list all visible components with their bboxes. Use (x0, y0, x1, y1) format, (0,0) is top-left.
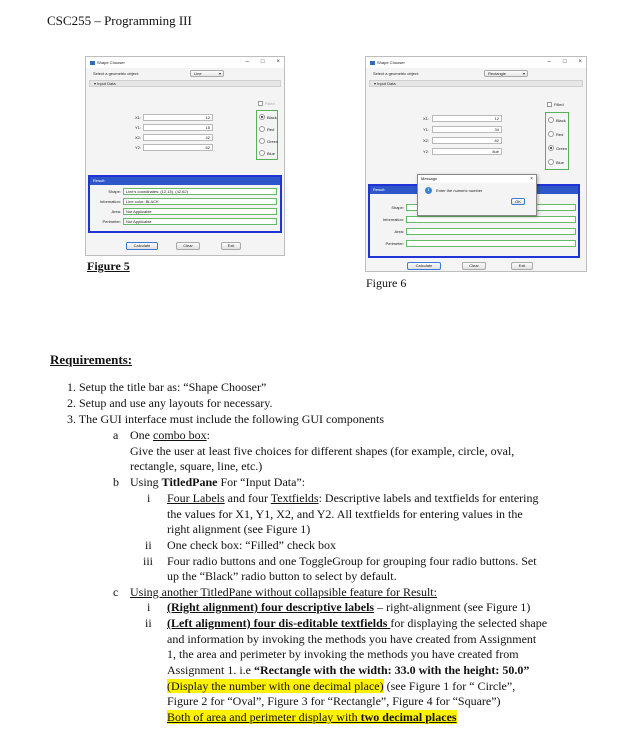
dialog-title-bar (418, 175, 536, 183)
figure5-radio-black[interactable] (259, 114, 277, 120)
item-cii-line-6: Figure 2 for “Oval”, Figure 3 for “Rectangle”, Figure 4 for “Square”) (167, 694, 501, 708)
requirement-1: 1. Setup the title bar as: “Shape Chooser” (67, 380, 267, 394)
figure6-window-title: Shape Chooser (377, 60, 405, 65)
figure5-shape-combo[interactable] (190, 70, 224, 77)
figure5-information-field: Line color: BLACK (123, 198, 277, 205)
figure5-radio-blue-label: Blue (267, 150, 276, 156)
item-cii-line-7-pre: Both of area and perimeter display with (167, 710, 361, 724)
figure6-input-pane-header[interactable] (369, 80, 583, 87)
figure5-exit-button[interactable]: Exit (221, 242, 241, 250)
item-ci-line (167, 600, 530, 614)
item-cii-line-5 (167, 679, 515, 693)
figure6-radio-green-label: Green (556, 145, 568, 151)
figure6-y1-label: Y1: (422, 127, 429, 132)
item-cii-line-4 (167, 663, 529, 677)
figure6-radio-red[interactable] (548, 131, 563, 137)
figure5-calculate-button[interactable]: Calculate (126, 242, 158, 250)
radio-dot (548, 131, 554, 137)
figure5-window-title: Shape Chooser (97, 60, 125, 65)
figure5-y1-field[interactable]: 15 (143, 124, 213, 131)
item-biii-line-1: Four radio buttons and one ToggleGroup for grouping four radio buttons. Set (167, 554, 537, 568)
radio-dot (548, 159, 554, 165)
radio-dot (259, 150, 265, 156)
item-a-marker: a (113, 428, 119, 442)
document-header: CSC255 – Programming III (47, 13, 192, 28)
figure5-x1-label: X1: (134, 115, 141, 120)
figure6-filled-label: Filled (554, 102, 564, 107)
figure5-color-radio-group (256, 110, 278, 160)
figure6-y2-label: Y2: (422, 149, 429, 154)
figure6-title-bar (366, 57, 586, 68)
requirement-3: 3. The GUI interface must include the following GUI components (67, 412, 385, 426)
app-icon (370, 61, 375, 65)
figure5-area-field: Not Applicable (123, 208, 277, 215)
radio-dot (548, 117, 554, 123)
titledpane-term: TitledPane (161, 475, 218, 489)
close-icon[interactable]: × (530, 176, 533, 182)
figure6-information-label: Information: (382, 217, 404, 222)
figure6-input-pane-title: Input Data (377, 81, 396, 86)
figure6-x2-field[interactable]: 82 (432, 137, 502, 144)
figure5-clear-button[interactable]: Clear (176, 242, 200, 250)
radio-dot-selected (259, 114, 265, 120)
figure5-title-bar (86, 57, 284, 68)
textfields-term: Textfields (270, 491, 319, 505)
figure5-y2-label: Y2: (134, 145, 141, 150)
item-cii-line-2: and information by invoking the methods you have created from Assignment (167, 632, 537, 646)
radio-dot (259, 126, 265, 132)
item-a-title (130, 428, 210, 442)
figure5-perimeter-label: Perimeter: (102, 219, 121, 224)
radio-dot-selected (548, 145, 554, 151)
item-cii-line-3: 1, the area and perimeter by invoking the methods you have created from (167, 647, 519, 661)
item-cii-line-7 (167, 710, 457, 724)
chevron-down-icon: ▾ (218, 71, 221, 76)
item-a-pre: One (130, 428, 153, 442)
item-bi-line-1-post: : Descriptive labels and textfields for entering (318, 491, 539, 505)
close-icon[interactable]: × (276, 59, 280, 65)
figure6-color-radio-group (545, 112, 569, 170)
figure6-radio-green[interactable] (548, 145, 567, 151)
figure6-clear-button[interactable]: Clear (462, 262, 486, 270)
figure6-radio-black-label: Black (556, 117, 566, 123)
figure5-y2-field[interactable]: 62 (143, 144, 213, 151)
figure5-radio-green-label: Green (267, 138, 279, 144)
figure6-x1-field[interactable]: 12 (432, 115, 502, 122)
item-ci-post: – right-alignment (see Figure 1) (374, 600, 531, 614)
figure6-x1-label: X1: (422, 116, 429, 121)
chevron-down-icon: ▾ (374, 81, 378, 86)
figure5-radio-green[interactable] (259, 138, 278, 144)
four-labels-term: Four Labels (167, 491, 225, 505)
requirement-2: 2. Setup and use any layouts for necessary. (67, 396, 273, 410)
figure5-x1-field[interactable]: 12 (143, 114, 213, 121)
one-decimal-highlight: (Display the number with one decimal place) (167, 679, 384, 693)
figure6-perimeter-label: Perimeter: (385, 241, 404, 246)
figure6-radio-black[interactable] (548, 117, 566, 123)
figure5-x2-field[interactable]: 42 (143, 134, 213, 141)
item-bi-line-2: the values for X1, Y1, X2, and Y2. All textfields for entering values in the (167, 507, 523, 521)
radio-dot (259, 138, 265, 144)
two-decimal-term: two decimal places (360, 710, 457, 724)
figure6-filled-checkbox[interactable] (547, 102, 564, 107)
figure6-area-field (406, 228, 576, 235)
left-alignment-term: (Left alignment) four dis-editable textfields (167, 616, 391, 630)
item-bii-line: One check box: “Filled” check box (167, 538, 336, 552)
figure5-information-label: Information: (99, 199, 121, 204)
minimize-icon[interactable]: – (547, 59, 551, 65)
maximize-icon[interactable]: □ (562, 59, 567, 65)
item-ci-marker: i (147, 600, 151, 614)
item-cii-line-1 (167, 616, 547, 630)
figure5-area-label: Area: (111, 209, 121, 214)
figure6-calculate-button[interactable]: Calculate (407, 262, 441, 270)
item-b-pre: Using (130, 475, 162, 489)
figure6-shape-label: Shape: (391, 205, 404, 210)
figure5-radio-black-label: Black (267, 114, 277, 120)
figure6-perimeter-field (406, 240, 576, 247)
figure5-input-pane-title: Input Data (97, 81, 116, 86)
figure5-combo-label: Select a geometric object: (93, 71, 140, 76)
checkbox-box (547, 102, 552, 107)
chevron-down-icon: ▾ (522, 71, 525, 76)
figure5-radio-red[interactable] (259, 126, 274, 132)
figure6-radio-blue-label: Blue (556, 159, 565, 165)
item-bi-mid: and four (224, 491, 271, 505)
figure5-shape-label: Shape: (108, 189, 121, 194)
figure5-x2-label: X2: (134, 135, 141, 140)
figure6-shape-combo[interactable] (484, 70, 528, 77)
item-bi-line-3: right alignment (see Figure 1) (167, 522, 311, 536)
figure5-shape-field: Line's coordinates: (12,15), (42,62) (123, 188, 277, 195)
item-cii-post: for displaying the selected shape (390, 616, 548, 630)
requirements-title: Requirements: (50, 352, 133, 367)
figure5-result-title: Result: (90, 177, 280, 185)
figure5-radio-red-label: Red (267, 126, 275, 132)
info-icon: i (425, 187, 432, 194)
item-b-title (130, 475, 305, 489)
item-bi-line-1 (167, 491, 539, 505)
figure5-perimeter-field: Not Applicable (123, 218, 277, 225)
figure5-radio-blue[interactable] (259, 150, 275, 156)
close-icon[interactable]: × (578, 59, 582, 65)
item-a-desc-1: Give the user at least five choices for different shapes (for example, circle, oval, (130, 444, 515, 458)
item-cii-line-4-pre: Assignment 1. i.e (167, 663, 254, 677)
figure5-y1-label: Y1: (134, 125, 141, 130)
figure6-information-field (406, 216, 576, 223)
figure5-filled-label: Filled (265, 101, 275, 106)
rectangle-example: “Rectangle with the width: 33.0 with the height: 50.0” (254, 663, 530, 677)
figure5-caption: Figure 5 (87, 259, 130, 273)
figure6-radio-red-label: Red (556, 131, 564, 137)
item-c-marker: c (113, 585, 119, 599)
right-alignment-term: (Right alignment) four descriptive labels (167, 600, 375, 614)
figure5-filled-checkbox[interactable] (258, 101, 275, 106)
figure6-y2-field[interactable]: 8ue (432, 148, 502, 155)
figure6-area-label: Area: (394, 229, 404, 234)
figure5-input-pane-header[interactable] (89, 80, 281, 87)
figure6-radio-blue[interactable] (548, 159, 564, 165)
figure6-window (365, 56, 587, 272)
dialog-title: Message (421, 176, 438, 181)
item-cii-marker: ii (145, 616, 152, 630)
ok-button[interactable]: OK (511, 198, 525, 205)
item-cii-line-5-post: (see Figure 1 for “ Circle”, (383, 679, 516, 693)
combo-box-term: combo box (153, 428, 207, 442)
figure5-combo-value: Line (194, 71, 202, 76)
two-decimal-highlight (167, 710, 457, 724)
figure5-window (85, 56, 285, 256)
item-b-marker: b (113, 475, 119, 489)
figure6-message-dialog (417, 174, 537, 216)
figure6-x2-label: X2: (422, 138, 429, 143)
item-c-title: Using another TitledPane without collapsible feature for Result: (130, 585, 437, 599)
item-a-post: : (206, 428, 211, 442)
maximize-icon[interactable]: □ (260, 59, 265, 65)
item-biii-marker: iii (143, 554, 154, 568)
item-bii-marker: ii (145, 538, 152, 552)
dialog-message: Enter the numeric number (436, 188, 483, 193)
figure6-caption: Figure 6 (366, 276, 407, 290)
app-icon (90, 61, 95, 65)
figure6-exit-button[interactable]: Exit (511, 262, 533, 270)
chevron-down-icon: ▾ (94, 81, 98, 86)
item-b-post: For “Input Data”: (217, 475, 306, 489)
item-bi-marker: i (147, 491, 151, 505)
item-biii-line-2: up the “Black” radio button to select by default. (167, 569, 397, 583)
figure6-combo-value: Rectangle (488, 71, 507, 76)
minimize-icon[interactable]: – (245, 59, 249, 65)
figure6-result-title: Result: (370, 186, 578, 194)
figure6-y1-field[interactable]: 34 (432, 126, 502, 133)
figure6-combo-label: Select a geometric object: (373, 71, 420, 76)
item-a-desc-2: rectangle, square, line, etc.) (130, 459, 263, 473)
checkbox-box (258, 101, 263, 106)
figure5-result-pane (88, 175, 282, 233)
